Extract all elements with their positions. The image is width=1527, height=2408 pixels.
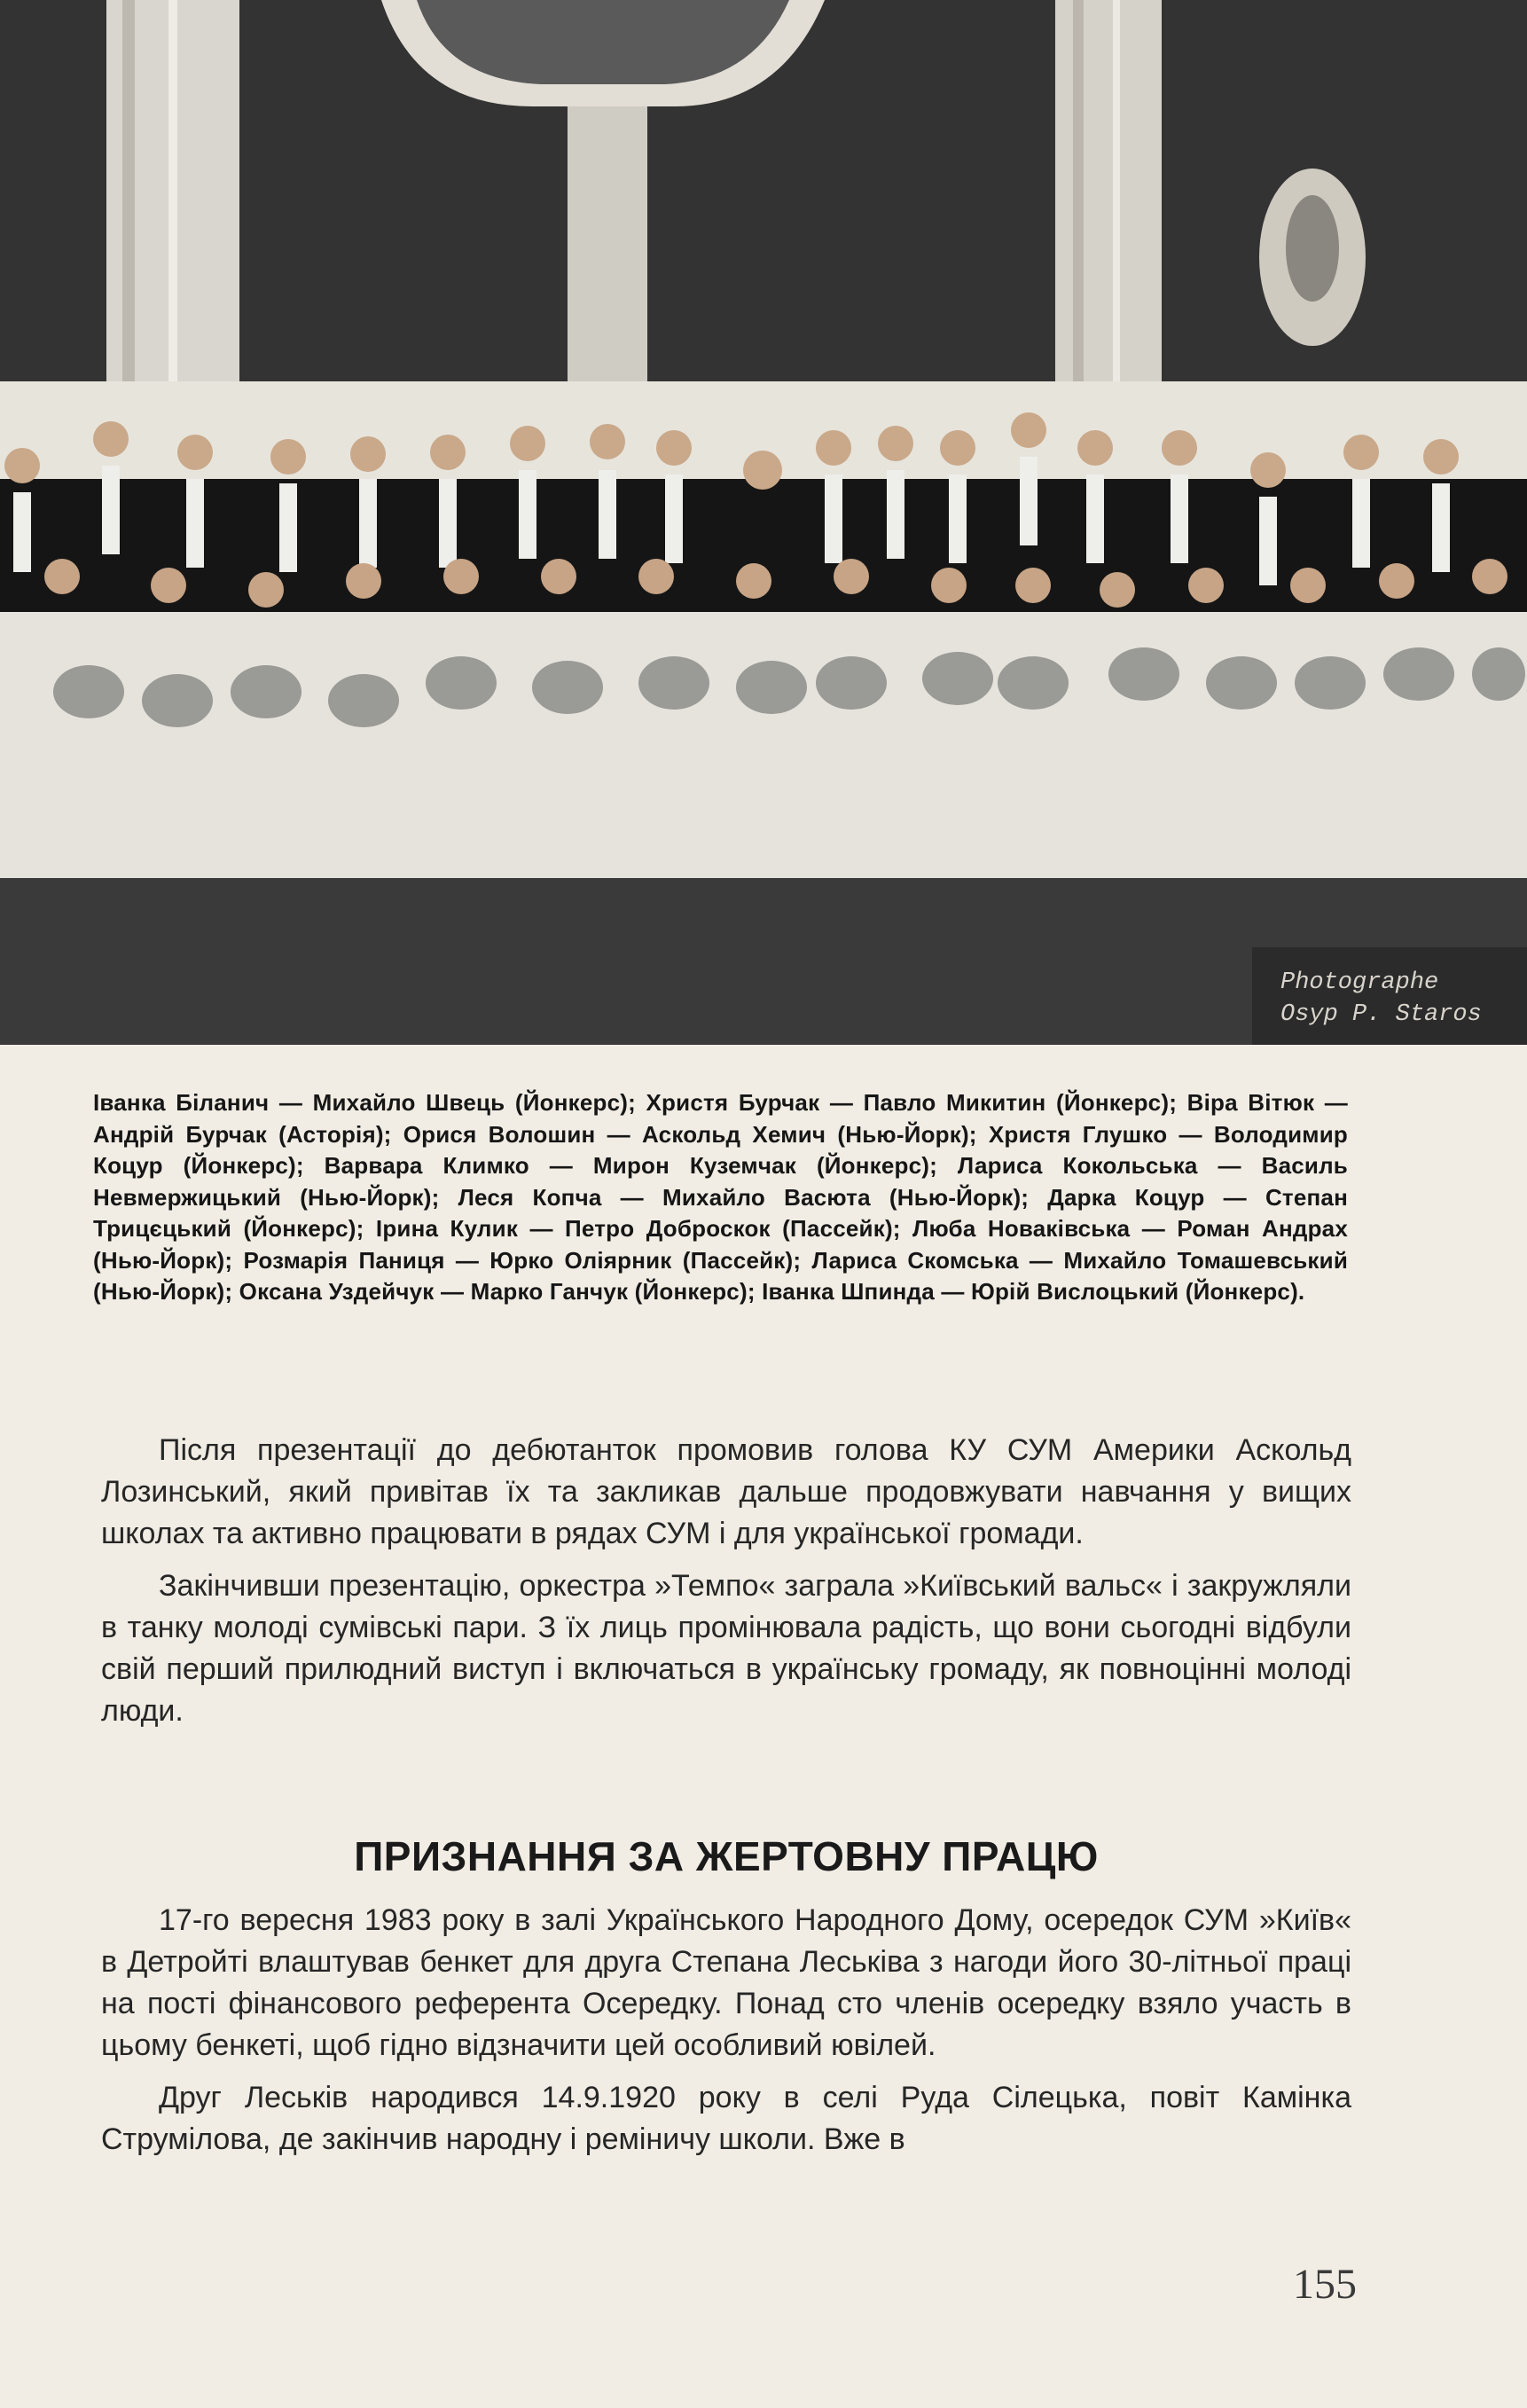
paragraph: Закінчивши презентацію, оркестра »Темпо« заграла »Київський вальс« і закружляли в танку молоді сумівські пари. З їх лиць промінювала радість, що вони сьогодні відбули свій перший прилюдний виступ і включаться в українську громаду, як повноцінні молоді люди. [101, 1569, 1351, 1728]
group-photograph [0, 0, 1527, 1045]
paragraph: Після презентації до дебютанток промовив голова КУ СУМ Америки Аскольд Лозинський, який привітав їх та закликав дальше продовжувати навчання у вищих школах та активно працювати в рядах СУМ і для української громади. [101, 1433, 1351, 1550]
paragraph: 17-го вересня 1983 року в залі Українського Народного Дому, осередок СУМ »Київ« в Детройті влаштував бенкет для друга Степана Леськіва з нагоди його 30-літньої праці на пості фінансового референта Осередку. Понад сто членів осередку взяло участь в цьому бенкеті, щоб гідно відзначити цей особливий ювілей. [101, 1903, 1351, 2062]
photo-credit-line-1: Photographe [1280, 969, 1439, 996]
paragraph: Друг Леськів народився 14.9.1920 року в селі Руда Сілецька, повіт Камінка Струмілова, де закінчив народну і реміничу школи. Вже в [101, 2081, 1351, 2156]
photo-credit [1252, 947, 1527, 1045]
article-section-2 [101, 1900, 1351, 2171]
article-section-1 [101, 1430, 1351, 1743]
photo-credit-line-2: Osyp P. Staros [1280, 1001, 1482, 1029]
photo-illustration [0, 0, 1527, 1045]
page-number: 155 [1293, 2261, 1357, 2308]
photo-caption: Іванка Біланич — Михайло Швець (Йонкерс); Христя Бурчак — Павло Микитин (Йонкерс); Віра Вітюк — Андрій Бурчак (Асторія); Орися Волошин — Аскольд Хемич (Нью-Йорк); Христя Глушко — Володимир Коцур (Йонкерс); Варвара Климко — Мирон Куземчак (Йонкерс); Лариса Кокольська — Василь Невмержицький (Нью-Йорк); Леся Копча — Михайло Васюта (Нью-Йорк); Дарка Коцур — Степан Трицєцький (Йонкерс); Ірина Кулик — Петро Доброскок (Пассейк); Люба Новаківська — Роман Андрах (Нью-Йорк); Розмарія Паниця — Юрко Оліярник (Пассейк); Лариса Скомська — Михайло Томашевський (Нью-Йорк); Оксана Уздейчук — Марко Ганчук (Йонкерс); Іванка Шпинда — Юрій Вислоцький (Йонкерс). [93, 1089, 1348, 1305]
section-heading: ПРИЗНАННЯ ЗА ЖЕРТОВНУ ПРАЦЮ [354, 1833, 1099, 1879]
